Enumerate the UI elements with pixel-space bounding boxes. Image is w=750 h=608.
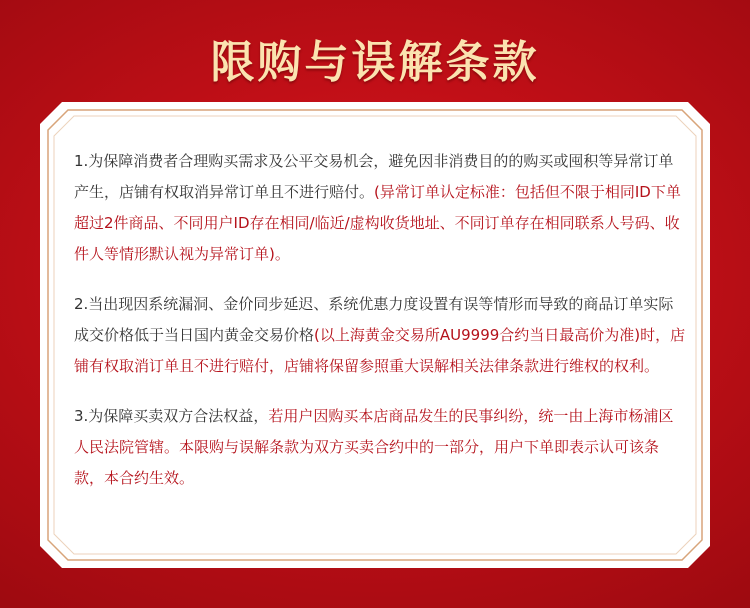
clause-2-highlight: (以上海黄金交易所AU9999合约当日最高价为准)时，店铺有权取消订单且不进行赔付，店铺将保留参照重大误解相关法律条款进行维权的权利。: [74, 326, 686, 375]
clause-3-highlight: 若用户因购买本店商品发生的民事纠纷，统一由上海市杨浦区人民法院管辖。本限购与误解条款为双方买卖合约中的一部分，用户下单即表示认可该条款，本合约生效。: [74, 407, 674, 487]
clause-3-text: 3.为保障买卖双方合法权益，: [74, 407, 269, 425]
clause-1-text: 1.为保障消费者合理购买需求及公平交易机会，避免因非消费目的的购买或囤积等异常订单产生，店铺有权取消异常订单且不进行赔付。: [74, 152, 674, 201]
clause-3: [74, 401, 686, 494]
terms-content: [74, 146, 686, 513]
clause-1-highlight: (异常订单认定标准：包括但不限于相同ID下单超过2件商品、不同用户ID存在相同/临近/虚构收货地址、不同订单存在相同联系人号码、收件人等情形默认视为异常订单)。: [74, 183, 681, 263]
clause-2: [74, 289, 686, 382]
clause-2-text: 2.当出现因系统漏洞、金价同步延迟、系统优惠力度设置有误等情形而导致的商品订单实际成交价格低于当日国内黄金交易价格: [74, 295, 674, 344]
clause-1: [74, 146, 686, 270]
terms-card: [40, 102, 710, 568]
page-title: 限购与误解条款: [210, 37, 540, 88]
